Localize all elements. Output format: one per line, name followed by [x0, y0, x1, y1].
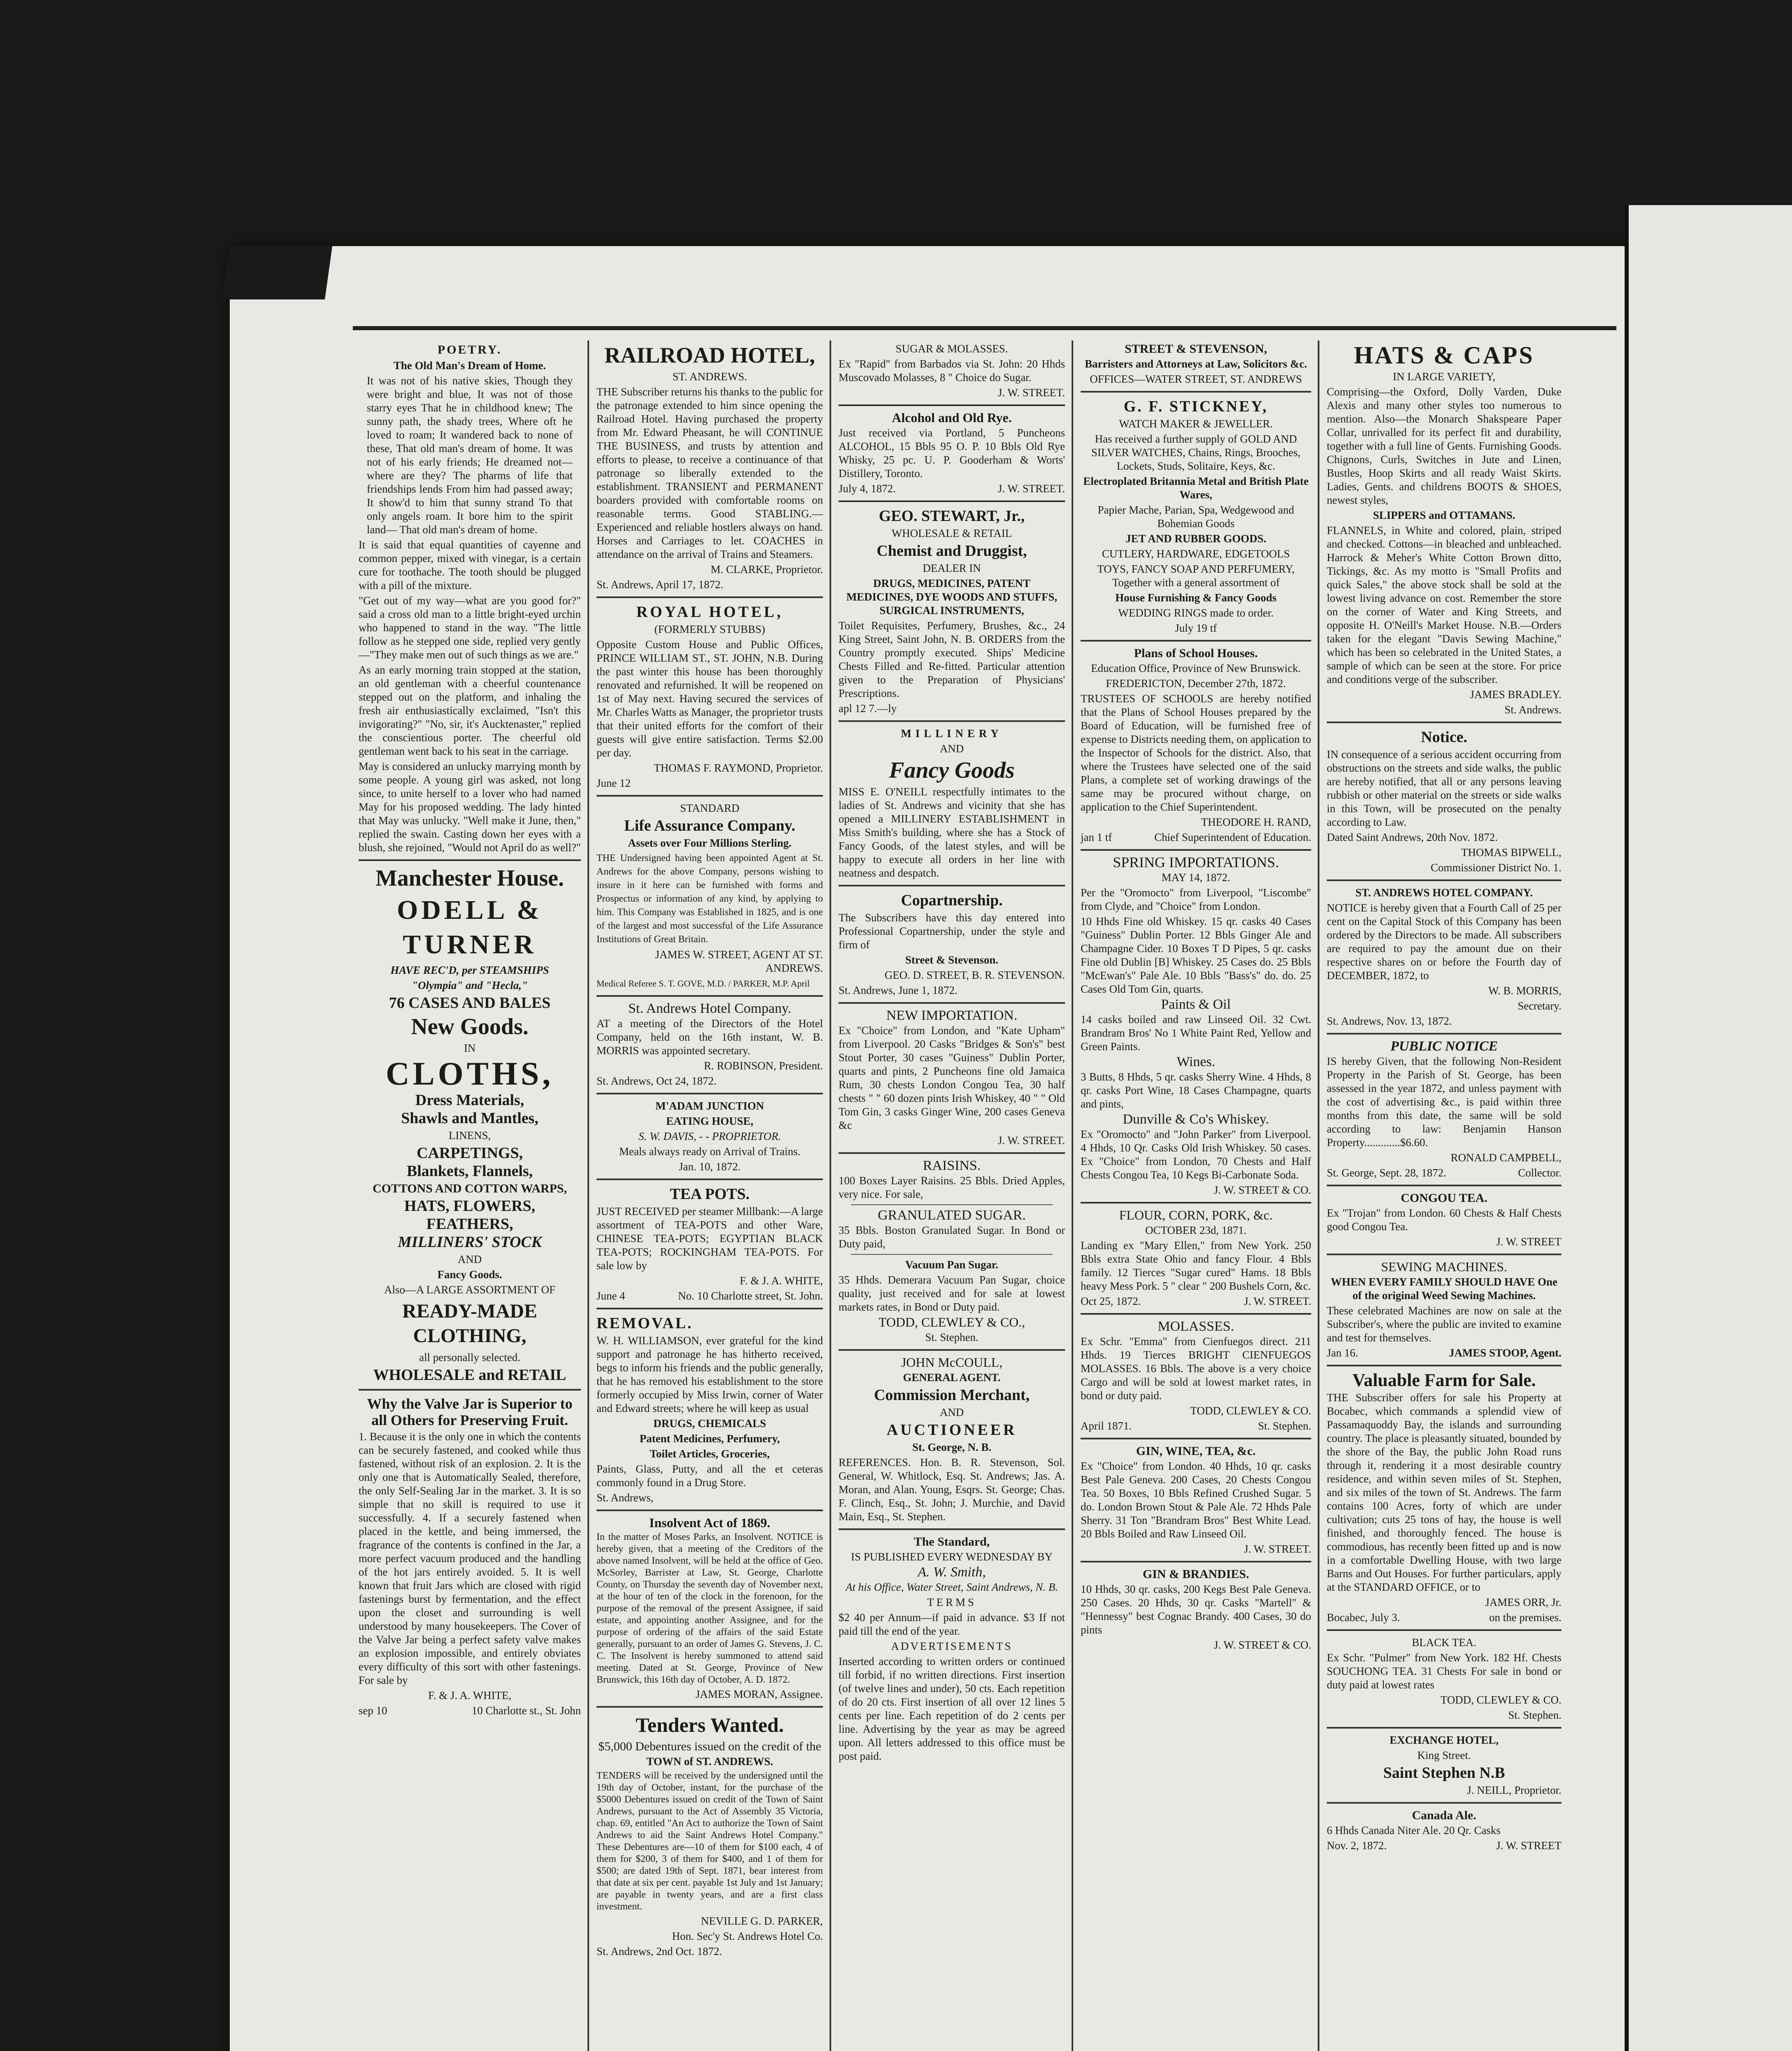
electroplated: Electroplated Britannia Metal and British Plate Wares,: [1083, 475, 1309, 501]
hats-caps-title: HATS & CAPS: [1354, 342, 1534, 369]
dress-materials: Dress Materials,: [415, 1092, 524, 1109]
blankets: Blankets, Flannels,: [407, 1163, 533, 1180]
congou-sign: J. W. STREET: [1496, 1236, 1561, 1248]
commission-and: AND: [939, 1406, 964, 1418]
cloths: CLOTHS,: [386, 1056, 554, 1092]
hotel-company-sec: Secretary.: [1518, 1000, 1561, 1012]
standard-head: STANDARD: [680, 802, 740, 814]
divider: [597, 795, 823, 797]
valve-seller: F. & J. A. WHITE,: [428, 1689, 512, 1702]
hotel-company-text: NOTICE is hereby given that a Fourth Call of 25 per cent on the Capital Stock of this Company has been ordered by the Directors to be made. All subscribers are required to pay the amount due on their respective shares on or before the Fourth day of DECEMBER, 1872, to: [1327, 902, 1561, 982]
address: 10 Charlotte st., St. John: [471, 1704, 581, 1717]
tenders-text: TENDERS will be received by the undersigned until the 19th day of October, instant, for the purchase of the $5000 Debentures issued on credit of the Town of Saint Andrews, pursuant to the Act of Assembly 35 Victoria, chap. 69, entitled "An Act to authorize the Town of Saint Andrews to aid the Saint Andrews Hotel Company." These Debentures are—10 of them for $100 each, 4 of them for $200, 3 of them for $400, and 1 of them for $500; are dated 19th of Sept. 1871, bear interest from that date at six per cent. payable 1st July and 1st January; are payable in twenty years, and are a first class investment.: [597, 1770, 823, 1912]
divider: [359, 859, 581, 861]
stickney-date: July 19 tf: [1175, 622, 1217, 634]
hotel-company-sign: W. B. MORRIS,: [1488, 984, 1561, 997]
paragraph: As an early morning train stopped at the station, an old gentleman with a cheerful countenance stepped out on the platform, and inhaling the fresh air enthusiastically exclaimed, "Isn't this invigorating?" "No, sir, it's Aucktenaster," replied the conscientious porter. The cheerful old gentleman went back to his seat in the carriage.: [359, 664, 581, 757]
medical-referee: [597, 977, 823, 990]
tea-pots-footer: [597, 1289, 823, 1303]
date: jan 1 tf: [1081, 831, 1112, 843]
notice-text: IN consequence of a serious accident occurring from obstructions on the streets and side walks, the public are hereby notified, that all or any persons leaving rubbish or other material on the streets or side walks in this Town, will be prosecuted on the penalty according to Law.: [1327, 748, 1561, 828]
copartnership-sign: GEO. D. STREET, B. R. STEVENSON.: [885, 969, 1065, 981]
gin-wine-title: GIN, WINE, TEA, &c.: [1136, 1444, 1256, 1458]
terms-text: $2 40 per Annum—if paid in advance. $3 If not paid till the end of the year.: [839, 1611, 1065, 1637]
millinery-text: MISS E. O'NEILL respectfully intimates to the ladies of St. Andrews and vicinity that she has opened a MILLINERY ESTABLISHMENT in Miss Smith's building, where she has a Stock of Fancy Goods, of the latest styles, and will be happy to execute all orders in her line with neatness and despatch.: [839, 786, 1065, 879]
public-notice-title: PUBLIC NOTICE: [1390, 1039, 1498, 1054]
date: sep 10: [359, 1704, 387, 1717]
alcohol-footer: [839, 482, 1065, 496]
dunville-title: Dunville & Co's Whiskey.: [1122, 1112, 1269, 1127]
new-importation-sign: J. W. STREET.: [998, 1134, 1065, 1147]
hotel-company-date: St. Andrews, Oct 24, 1872.: [597, 1075, 717, 1087]
flour-footer: [1081, 1295, 1311, 1308]
fancy-goods-title: Fancy Goods: [889, 758, 1015, 783]
valve-jar-text: 1. Because it is the only one in which the contents can be securely fastened, and cooked while thus fastened, without risk of an explosion. 2. It is the only one that is Automatically Sealed, therefore, the only Self-Sealing Jar in the market. 3. It is so simple that no skill is required to use it successfully. 4. If a securely fastened when placed in the kettle, and being immersed, the fragrance of the contents is confined in the Jar, a more perfect vacuum produced and the handling of the hot jars entirely avoided. 5. It is well known that fruit Jars which are closed with rigid fastenings burst by fermentation, and the effect upon the closet and surrounding is well understood by many housekeepers. The Cover of the Valve Jar being a perfect safety valve makes an explosion impossible, and entirely obviates every difficulty of this sort with other fastenings. For sale by: [359, 1430, 581, 1686]
spring-date: MAY 14, 1872.: [1161, 871, 1230, 884]
column-rule: [587, 340, 589, 2051]
mccoull-sub: GENERAL AGENT.: [903, 1371, 1001, 1384]
divider: [1327, 1254, 1561, 1255]
plans-footer: [1081, 831, 1311, 844]
title: Chief Superintendent of Education.: [1154, 831, 1311, 843]
barristers: Barristers and Attorneys at Law, Solicitors &c.: [1085, 358, 1307, 370]
slippers: SLIPPERS and OTTAMANS.: [1373, 509, 1515, 521]
geo-text: Toilet Requisites, Perfumery, Brushes, &c., 24 King Street, Saint John, N. B. ORDERS from the Country promptly executed. Ships' Medicine Chests Filled and Re-fitted. Particular attention given to the Preparation of Physicians' Prescriptions.: [839, 619, 1065, 699]
divider: [1327, 1629, 1561, 1631]
sign: JAMES STOOP, Agent.: [1449, 1347, 1561, 1359]
standard-title: The Standard,: [914, 1535, 990, 1549]
railroad-hotel-town: ST. ANDREWS.: [672, 370, 747, 383]
paints-title: Paints & Oil: [1161, 997, 1231, 1012]
geo-date: apl 12 7.—ly: [839, 702, 897, 715]
exchange-street: King Street.: [1417, 1749, 1471, 1761]
life-assurance: Life Assurance Company.: [624, 817, 795, 834]
molasses-text: Ex Schr. "Emma" from Cienfuegos direct. 211 Hhds. 19 Tierces BRIGHT CIENFUEGOS MOLASSES. 16 Bbls. The above is a very choice Cargo and will be sold at lowest market rates, in bond or duty paid.: [1081, 1335, 1311, 1402]
wedding-rings: WEDDING RINGS made to order.: [1118, 607, 1274, 619]
milliners-stock: MILLINERS' STOCK: [398, 1233, 542, 1251]
royal-hotel-title: ROYAL HOTEL,: [636, 603, 783, 621]
divider: [597, 995, 823, 997]
paragraph: It is said that equal quantities of cayenne and common pepper, mixed with vinegar, is a certain cure for toothache. The tooth should be plugged with a pill of the mixture.: [359, 539, 581, 592]
column-3: [833, 340, 1071, 2051]
notice-sign: THOMAS BIPWELL,: [1461, 846, 1561, 859]
geo-items: DRUGS, MEDICINES, PATENT MEDICINES, DYE WOODS AND STUFFS, SURGICAL INSTRUMENTS,: [846, 577, 1058, 617]
divider: [1327, 722, 1561, 723]
gin-brandies-sign: J. W. STREET & CO.: [1214, 1639, 1311, 1651]
hats-caps-town: St. Andrews.: [1504, 703, 1561, 716]
removal-items-3: Toilet Articles, Groceries,: [649, 1448, 770, 1460]
alcohol-title: Alcohol and Old Rye.: [891, 410, 1012, 425]
hotel-company-text: AT a meeting of the Directors of the Hotel Company, held on the 16th instant, W. B. MORRIS was appointed secretary.: [597, 1017, 823, 1057]
sugar-sign: J. W. STREET.: [998, 386, 1065, 399]
molasses-footer: [1081, 1419, 1311, 1433]
vacuum-title: Vacuum Pan Sugar.: [905, 1258, 999, 1271]
farm-text: THE Subscriber offers for sale his Property at Bocabec, which commands a splendid view of Passamaquoddy Bay, the islands and surrounding country. The place is pleasantly situated, bounded by the shore of the Bay, the public John Road runs through it, rendering it a most desirable country residence, and within seven miles of St. Stephen, and six miles of the town of St. Andrews. The farm contains 100 Acres, forty of which are under cultivation; cuts 25 tons of hay, the house is well finished, and thoroughly fenced. The house is commodious, has recently been fitted up and is now in a comfortable Dwelling House, with two large Barns and Out Houses. For further particulars, apply at the STANDARD OFFICE, or to: [1327, 1391, 1561, 1593]
divider: [839, 1528, 1065, 1530]
copartnership-date: St. Andrews, June 1, 1872.: [839, 984, 958, 996]
madam-proprietor: S. W. DAVIS, - - PROPRIETOR.: [638, 1130, 781, 1142]
tea-pots-sign: F. & J. A. WHITE,: [740, 1274, 823, 1287]
granulated-title: GRANULATED SUGAR.: [878, 1208, 1026, 1223]
farm-footer: [1327, 1611, 1561, 1624]
date: April 1871.: [1081, 1420, 1132, 1432]
column-5: [1321, 340, 1567, 2051]
tenders-sub: $5,000 Debentures issued on the credit of the: [598, 1740, 821, 1753]
millinery-title: MILLINERY: [901, 727, 1003, 740]
divider: [839, 1349, 1065, 1351]
cutlery: CUTLERY, HARDWARE, EDGETOOLS: [1102, 548, 1290, 560]
divider: [839, 404, 1065, 406]
adv-heading: ADVERTISEMENTS: [891, 1640, 1013, 1652]
notice-date: Dated Saint Andrews, 20th Nov. 1872.: [1327, 831, 1498, 843]
street-stevenson: STREET & STEVENSON,: [1125, 342, 1267, 356]
valve-date: [359, 1704, 581, 1718]
plans-text: TRUSTEES OF SCHOOLS are hereby notified that the Plans of School Houses prepared by the Board of Education, will be furnished free of expense to Districts needing them, on application to the Inspector of Schools for the district. Also, that where the Trustees have selected one of the said Plans, a complete set of working drawings of the same may be procured without charge, on application to the Chief Superintendent.: [1081, 692, 1311, 813]
railroad-hotel-date: St. Andrews, April 17, 1872.: [597, 578, 724, 591]
exchange-title: EXCHANGE HOTEL,: [1390, 1734, 1499, 1746]
town: St. Stephen.: [1258, 1420, 1311, 1432]
collector: Collector.: [1518, 1167, 1561, 1179]
congou-title: CONGOU TEA.: [1401, 1191, 1488, 1205]
new-goods: New Goods.: [411, 1014, 529, 1039]
copartnership-title: Copartnership.: [901, 892, 1003, 909]
gin-wine-text: Ex "Choice" from London. 40 Hhds, 10 qr. casks Best Pale Geneva. 200 Cases, 20 Chests Congou Tea. 50 Boxes, 10 Bbls Refined Crushed Sugar. 5 do. London Brown Stout & Pale Ale. 72 Hhds Pale Sherry. 31 Ton "Brandram Bros" Best White Lead. 20 Bbls Boiled and Raw Linseed Oil.: [1081, 1460, 1311, 1540]
divider: [1327, 1727, 1561, 1729]
public-notice-text: IS hereby Given, that the following Non-Resident Property in the Parish of St. George, has been assessed in the year 1872, and unless payment with the cost of advertising &c., is paid within three months from this date, the same will be sold according to law: Benjamin Hanson Property.............$6.60.: [1327, 1055, 1561, 1149]
sewing-head: WHEN EVERY FAMILY SHOULD HAVE One of the original Weed Sewing Machines.: [1330, 1276, 1558, 1302]
standard-published: IS PUBLISHED EVERY WEDNESDAY BY: [851, 1551, 1053, 1563]
divider: [1327, 1365, 1561, 1366]
insolvent-sign: JAMES MORAN, Assignee.: [695, 1688, 823, 1700]
black-tea-sign: TODD, CLEWLEY & CO.: [1440, 1694, 1561, 1706]
cases-count: 76 CASES AND BALES: [389, 994, 551, 1012]
removal-items-2: Patent Medicines, Perfumery,: [640, 1432, 780, 1445]
sugar-text: Ex "Rapid" from Barbados via St. John: 20 Hhds Muscovado Molasses, 8 " Choice do Sugar.: [839, 358, 1065, 384]
standard-office: At his Office, Water Street, Saint Andrews, N. B.: [846, 1581, 1058, 1593]
farm-title: Valuable Farm for Sale.: [1352, 1370, 1536, 1390]
stickney-trade: WATCH MAKER & JEWELLER.: [1119, 418, 1273, 430]
fancy-goods: Fancy Goods.: [437, 1268, 502, 1281]
raisins-text: 100 Boxes Layer Raisins. 25 Bbls. Dried Apples, very nice. For sale,: [839, 1174, 1065, 1200]
date: Oct 25, 1872.: [1081, 1295, 1141, 1307]
references: REFERENCES. Hon. B. R. Stevenson, Sol. General, W. Whitlock, Esq. St. Andrews; Jas. A. Moran, and Alan. Young, Esqrs. St. George; Chas. F. Clinch, Esq., St. John; J. Murchie, and David Main, Esq., St. Stephen.: [839, 1456, 1065, 1523]
paragraph: "Get out of my way—what are you good for?" said a cross old man to a little bright-eyed urchin who happened to stand in the way. "The little follow as he stepped one side, replied very gently—"They make men out of such things as we are.": [359, 594, 581, 661]
terms-heading: TERMS: [927, 1596, 977, 1608]
gin-brandies-text: 10 Hhds, 30 qr. casks, 200 Kegs Best Pale Geneva. 250 Cases. 20 Hhds, 30 qr. Casks "Martell" & "Hennessy" best Cognac Brandy. 400 Cases, 30 do pints: [1081, 1583, 1311, 1636]
insolvent-text: In the matter of Moses Parks, an Insolvent. NOTICE is hereby given, that a meeting of the Creditors of the above named Insolvent, will be held at the office of Geo. McSorley, Barrister at Law, St. George, Charlotte County, on Thursday the seventh day of November next, at the hour of ten of the clock in the forenoon, for the purpose of the removal of the present Assignee, if said estate, and appointing another Assignee, and for the purpose of ordering of the affairs of the said Estate generally, pursuant to an order of James G. Stevens, J. C. C. The Insolvent is hereby summoned to attend said meeting. Dated at St. George, Province of New Brunswick, this 16th day of October, A. D. 1872.: [597, 1532, 823, 1685]
black-tea-town: St. Stephen.: [1508, 1709, 1561, 1721]
granulated-text: 35 Bbls. Boston Granulated Sugar. In Bond or Duty paid,: [839, 1224, 1065, 1250]
spring-list: 10 Hhds Fine old Whiskey. 15 qr. casks 40 Cases "Guiness" Dublin Porter. 12 Bbls Ginger Ale and Champagne Cider. 10 Boxes T D Pipes, 5 qr. casks Fine old Dublin [B] Whiskey. 25 Cases do. 25 Bbls "McEwan's" Pale Ale. 10 Bbls "Bass's" do. do. 25 Cases Old Tom Gin, quarts.: [1081, 915, 1311, 995]
column-1: [353, 340, 587, 2051]
have-received: HAVE REC'D, per STEAMSHIPS: [390, 964, 549, 976]
sewing-title: SEWING MACHINES.: [1381, 1259, 1507, 1274]
date: St. George, Sept. 28, 1872.: [1327, 1167, 1447, 1179]
divider: [597, 1179, 823, 1180]
plans-title: Plans of School Houses.: [1134, 646, 1258, 660]
royal-hotel-date: June 12: [597, 777, 631, 789]
removal-text: W. H. WILLIAMSON, ever grateful for the kind support and patronage he has hitherto received, begs to inform his friends and the public generally, that he has removed his establishment to the store formerly occupied by Miss Irwin, corner of Water and Edward streets; where he will keep as usual: [597, 1334, 823, 1414]
sign: J. W. STREET: [1496, 1839, 1561, 1852]
farm-sign: JAMES ORR, Jr.: [1485, 1596, 1561, 1608]
royal-hotel-text: Opposite Custom House and Public Offices, PRINCE WILLIAM ST., ST. JOHN, N.B. During the past winter this house has been thoroughly renovated and refurnished. It will be reopened on 1st of May next. Having secured the services of Mr. Charles Watts as Manager, the proprietor trusts that their united efforts for the comfort of their guests will give entire satisfaction. Terms $2.00 per day.: [597, 638, 823, 759]
divider: [839, 1002, 1065, 1004]
town: Bocabec, July 3.: [1327, 1611, 1400, 1624]
st-george: St. George, N. B.: [912, 1441, 992, 1453]
royal-hotel-sub: (FORMERLY STUBBS): [654, 623, 766, 635]
divider: [359, 1389, 581, 1391]
removal-place: St. Andrews,: [597, 1491, 654, 1504]
assets: Assets over Four Millions Sterling.: [628, 837, 792, 849]
canada-ale-title: Canada Ale.: [1412, 1809, 1477, 1822]
divider: [839, 885, 1065, 886]
tea-pots-text: JUST RECEIVED per steamer Millbank:—A large assortment of TEA-POTS and other Ware, CHINESE TEA-POTS; EGYPTIAN BLACK TEA-POTS; ROCKINGHAM TEA-POTS. For sale low by: [597, 1205, 823, 1272]
valve-jar-title: Why the Valve Jar is Superior to all Others for Preserving Fruit.: [367, 1396, 573, 1428]
wines-text: 3 Butts, 8 Hhds, 5 qr. casks Sherry Wine. 4 Hhds, 8 qr. casks Port Wine, 18 Cases Champagne, quarts and pints,: [1081, 1071, 1311, 1110]
sign: J. W. STREET.: [1244, 1295, 1311, 1307]
railroad-hotel-sign: M. CLARKE, Proprietor.: [711, 563, 823, 576]
papier-mache: Papier Mache, Parian, Spa, Wedgewood and Bohemian Goods: [1097, 504, 1294, 530]
paints-text: 14 casks boiled and raw Linseed Oil. 32 Cwt. Brandram Bros' No 1 White Paint Red, Yellow and Green Paints.: [1081, 1013, 1311, 1053]
flour-date: OCTOBER 23d, 1871.: [1145, 1224, 1247, 1236]
date: July 4, 1872.: [839, 482, 896, 495]
insolvent-title: Insolvent Act of 1869.: [649, 1515, 770, 1530]
divider: [597, 1510, 823, 1511]
tenders-sign-2: Hon. Sec'y St. Andrews Hotel Co.: [672, 1930, 823, 1942]
todd-clewley: TODD, CLEWLEY & CO.,: [878, 1315, 1025, 1329]
black-tea-title: BLACK TEA.: [1412, 1636, 1477, 1649]
madam-junction: M'ADAM JUNCTION: [655, 1100, 764, 1112]
offices: OFFICES—WATER STREET, ST. ANDREWS: [1090, 373, 1302, 385]
ships: "Olympia" and "Hecla,": [411, 979, 528, 991]
railroad-hotel-text: THE Subscriber returns his thanks to the public for the patronage extended to him since opening the Railroad Hotel. Having purchased the property from Mr. Edward Pheasant, he will CONTINUE THE BUSINESS, and trusts by attention and efforts to please, to receive a continuance of that patronage so liberally extended to the establishment. TRANSIENT and PERMANENT boarders provided with comfortable rooms on reasonable terms. Good STABLING.—Experienced and reliable hostlers always on hand. Horses and Carriages to let. COACHES in attendance on the arrival of Trains and Steamers.: [597, 386, 823, 560]
removal-text-2: Paints, Glass, Putty, and all the et ceteras commonly found in a Drug Store.: [597, 1463, 823, 1489]
divider: [1081, 1313, 1311, 1315]
paragraph: May is considered an unlucky marrying month by some people. A young girl was asked, not long since, to unite herself to a lover who had named May for his proposed wedding. The lady hinted that May was unlucky. "Well make it June, then," replied the swain. Casting down her eyes with a blush, she rejoined, "Would not April do as well?": [359, 760, 581, 854]
hats-caps-sign: JAMES BRADLEY.: [1470, 688, 1561, 701]
divider: [839, 720, 1065, 722]
poem-title: The Old Man's Dream of Home.: [393, 359, 546, 372]
divider: [1327, 1802, 1561, 1804]
adv-text: Inserted according to written orders or continued till forbid, if no written directions. First insertion (of twelve lines and under), 50 cts. Each repetition of do 20 cts. First insertion of all over 12 lines 5 cents per line. Each repetition of do 2 cents per line. Advertising by the year as may be agreed upon. All letters addressed to this office must be post paid.: [839, 1655, 1065, 1762]
molasses-sign: TODD, CLEWLEY & CO.: [1190, 1405, 1311, 1417]
hats-caps-text-2: FLANNELS, in White and colored, plain, striped and checked. Cottons—in bleached and unbleached. Harrock & Meher's White Cotton Brown ditto, Tickings, &c. As my motto is "Small Profits and quick Sales," the above stock shall be sold at the lowest living advance on cost. Remember the store on the corner of Water and King Streets, and opposite H. O'Neill's Market House. N.B.—Orders taken for the elegant "Davis Sewing Machine," which has been so celebrated in the United States, a sample of which can be seen at the store. For price and conditions verge of the subscriber.: [1327, 524, 1561, 685]
spring-title: SPRING IMPORTATIONS.: [1113, 854, 1279, 870]
tenders-sign: NEVILLE G. D. PARKER,: [701, 1915, 823, 1927]
feathers: FEATHERS,: [426, 1215, 513, 1233]
plans-date: FREDERICTON, December 27th, 1872.: [1106, 677, 1286, 690]
divider: [839, 500, 1065, 502]
wines-title: Wines.: [1177, 1054, 1215, 1069]
dunville-text: Ex "Oromocto" and "John Parker" from Liverpool. 4 Hhds, 10 Qr. Casks Old Irish Whiskey. 50 cases. Ex "Choice" from London, 70 Chests and Half Chests Congou Tea, 10 Kegs Bi-Carbonate Soda.: [1081, 1128, 1311, 1181]
copartnership-firm: Street & Stevenson.: [905, 954, 999, 966]
todd-town: St. Stephen.: [925, 1331, 978, 1343]
adjacent-page: [1625, 205, 1792, 2051]
hotel-company-title: ST. ANDREWS HOTEL COMPANY.: [1355, 886, 1533, 899]
hats-caps-sub: IN LARGE VARIETY,: [1393, 370, 1495, 383]
copartnership-text: The Subscribers have this day entered into Professional Copartnership, under the style and firm of: [839, 911, 1065, 951]
congou-text: Ex "Trojan" from London. 60 Chests & Half Chests good Congou Tea.: [1327, 1207, 1561, 1233]
premises: on the premises.: [1489, 1611, 1561, 1624]
date: June 4: [597, 1290, 625, 1302]
referee: Medical Referee S. T. GOVE, M.D. / PARKER, M.P.: [597, 978, 789, 989]
date: April: [791, 978, 810, 989]
public-notice-sign: RONALD CAMPBELL,: [1450, 1151, 1561, 1164]
plans-sign: THEODORE H. RAND,: [1201, 816, 1311, 828]
column-4: [1075, 340, 1317, 2051]
geo-stewart-title: GEO. STEWART, Jr.,: [879, 507, 1025, 525]
life-sign: JAMES W. STREET, AGENT AT ST. ANDREWS.: [655, 948, 823, 974]
railroad-hotel-title: RAILROAD HOTEL,: [604, 343, 815, 368]
notice-sign-2: Commissioner District No. 1.: [1431, 861, 1561, 874]
vacuum-text: 35 Hhds. Demerara Vacuum Pan Sugar, choice quality, just received and for sale at lowest markets rates, in Bond or Duty paid.: [839, 1274, 1065, 1313]
divider: [597, 1308, 823, 1309]
madam-date: Jan. 10, 1872.: [679, 1160, 741, 1173]
life-text: THE Undersigned having been appointed Agent at St. Andrews for the above Company, persons wishing to insure in it here can be furnished with forms and Prospectus or information of any kind, by applying to him. This Company was Established in 1825, and is one of the largest and most successful of the Life Assurance Institutions of Great Britain.: [597, 853, 823, 945]
divider: [597, 1706, 823, 1708]
column-rule: [830, 340, 831, 2051]
firm-name: ODELL & TURNER: [397, 895, 543, 959]
alcohol-text: Just received via Portland, 5 Puncheons ALCOHOL, 15 Bbls 95 O. P. 10 Bbls Old Rye Whisky, 25 pc. U. P. Gooderham & Worts' Distillery, Toronto.: [839, 427, 1065, 480]
divider: [1081, 1438, 1311, 1439]
divider: [1327, 1185, 1561, 1186]
hats-caps-text: Comprising—the Oxford, Dolly Varden, Duke Alexis and many other styles too numerous to mention. Also—the Monarch Shakspeare Paper Collar, unrivalled for its perfect fit and durability, together with a full line of Gents. Furnishing Goods. Chignons, Curls, Switches in Jute and Linen, Bustles, Hoop Skirts and all ready Waist Skirts. Ladies, Gents. and childrens BOOTS & SHOES, newest styles,: [1327, 386, 1561, 506]
hats-flowers: HATS, FLOWERS,: [404, 1197, 535, 1215]
divider: [1081, 640, 1311, 642]
new-importation-title: NEW IMPORTATION.: [886, 1008, 1017, 1023]
stickney-text: Has received a further supply of GOLD AND SILVER WATCHES, Chains, Rings, Brooches, Lockets, Studs, Solitaire, Keys, &c.: [1091, 433, 1301, 472]
column-rule: [1318, 340, 1319, 2051]
linens: LINENS,: [448, 1129, 491, 1142]
carpetings: CARPETINGS,: [416, 1144, 523, 1162]
public-notice-footer: [1327, 1166, 1561, 1180]
exchange-prop: J. NEILL, Proprietor.: [1467, 1784, 1561, 1796]
divider: [1081, 391, 1311, 393]
mccoull-name: JOHN McCOULL,: [901, 1355, 1003, 1370]
gin-brandies-title: GIN & BRANDIES.: [1143, 1567, 1249, 1581]
top-rule: [353, 326, 1616, 330]
flour-title: FLOUR, CORN, PORK, &c.: [1119, 1208, 1273, 1222]
poetry-heading: POETRY.: [437, 343, 502, 356]
poem-text: It was not of his native skies, Though they were bright and blue, It was not of those starry eyes That he in childhood knew; The sunny path, the shady trees, Where oft he loved to roam; It wandered back to none of these, That old man's dream of home. It was not of his early friends; He dreamed not—where are they? The pharms of life that friendships lends From him had passed away; It show'd to him that sunny strand To that only angels roam. It bore him to the spirit land— That old man's dream of home.: [367, 375, 573, 536]
divider: [1327, 879, 1561, 881]
raisins-title: RAISINS.: [923, 1158, 981, 1173]
millinery-and: AND: [939, 742, 964, 755]
royal-hotel-sign: THOMAS F. RAYMOND, Proprietor.: [654, 762, 823, 774]
dealer-in: DEALER IN: [923, 562, 981, 574]
flour-text: Landing ex "Mary Ellen," from New York. 250 Bbls extra State Ohio and fancy Flour. 4 Bbls family. 12 Tierces "Sugar cured" Hams. 18 Bbls heavy Mess Pork. 5 " clear " 200 Bushels Corn, &c.: [1081, 1239, 1311, 1292]
stickney-name: G. F. STICKNEY,: [1124, 398, 1268, 415]
divider: [1081, 1561, 1311, 1562]
canada-ale-text: 6 Hhds Canada Niter Ale. 20 Qr. Casks: [1327, 1824, 1501, 1836]
and-label: AND: [457, 1253, 482, 1265]
house-furnishing: House Furnishing & Fancy Goods: [1115, 592, 1277, 604]
personally-selected: all personally selected.: [419, 1351, 521, 1364]
address: No. 10 Charlotte street, St. John.: [678, 1290, 823, 1302]
removal-items: DRUGS, CHEMICALS: [653, 1417, 766, 1430]
sewing-footer: [1327, 1346, 1561, 1360]
also-assortment: Also—A LARGE ASSORTMENT OF: [384, 1284, 555, 1296]
eating-house: EATING HOUSE,: [666, 1115, 754, 1127]
tenders-town: TOWN of ST. ANDREWS.: [646, 1755, 773, 1768]
tenders-date: St. Andrews, 2nd Oct. 1872.: [597, 1945, 722, 1957]
new-importation-text: Ex "Choice" from London, and "Kate Upham" from Liverpool. 20 Casks "Bridges & Son's" best Stout Porter, 30 cases "Guiness" Dublin Porter, quarts and pints, 2 Puncheons fine old Jamaica Rum, 30 chests London Congou Tea, 30 half chests " " 60 dozen pints Irish Whiskey, 40 " " Old Tom Gin, 3 casks Ginger Wine, 200 cases Geneva &c: [839, 1024, 1065, 1131]
removal-title: REMOVAL.: [597, 1315, 693, 1332]
hotel-company-title: St. Andrews Hotel Company.: [628, 1001, 791, 1016]
jet-rubber: JET AND RUBBER GOODS.: [1125, 532, 1266, 545]
madam-text: Meals always ready on Arrival of Trains.: [619, 1145, 800, 1158]
commission-merchant: Commission Merchant,: [874, 1386, 1030, 1404]
notice-title: Notice.: [1421, 729, 1467, 746]
tenders-title: Tenders Wanted.: [635, 1713, 784, 1736]
black-tea-text: Ex Schr. "Pulmer" from New York. 182 Hf. Chests SOUCHONG TEA. 31 Chests For sale in bond or duty paid at lowest rates: [1327, 1651, 1561, 1691]
hotel-company-date: St. Andrews, Nov. 13, 1872.: [1327, 1015, 1452, 1027]
date: Jan 16.: [1327, 1347, 1358, 1359]
canada-ale-footer: [1327, 1839, 1561, 1852]
divider: [1081, 849, 1311, 851]
spring-sign: J. W. STREET & CO.: [1214, 1184, 1311, 1196]
divider: [839, 1152, 1065, 1154]
standard-publisher: A. W. Smith,: [918, 1565, 986, 1580]
date: Nov. 2, 1872.: [1327, 1839, 1387, 1852]
toys: TOYS, FANCY SOAP AND PERFUMERY, Together with a general assortment of: [1097, 563, 1295, 589]
in-label: IN: [464, 1042, 476, 1054]
wholesale-retail: WHOLESALE and RETAIL: [373, 1366, 567, 1384]
column-rule: [1072, 340, 1073, 2051]
sugar-title: SUGAR & MOLASSES.: [896, 343, 1008, 355]
divider: [597, 596, 823, 598]
store-name: Manchester House.: [375, 866, 564, 891]
exchange-town: Saint Stephen N.B: [1383, 1764, 1505, 1781]
divider: [851, 1254, 1053, 1255]
ready-made-clothing: READY-MADE CLOTHING,: [402, 1300, 537, 1347]
molasses-title: MOLASSES.: [1157, 1319, 1234, 1334]
plans-sub: Education Office, Province of New Brunswick.: [1091, 662, 1301, 674]
geo-stewart-sub: WHOLESALE & RETAIL: [891, 527, 1012, 539]
cottons: COTTONS AND COTTON WARPS,: [373, 1182, 567, 1195]
spring-text: Per the "Oromocto" from Liverpool, "Liscombe" from Clyde, and "Choice" from London.: [1081, 886, 1311, 912]
divider: [1327, 1033, 1561, 1035]
sign: J. W. STREET.: [998, 482, 1065, 495]
divider: [1081, 1202, 1311, 1204]
tea-pots-title: TEA POTS.: [670, 1185, 750, 1203]
auctioneer: AUCTIONEER: [887, 1421, 1017, 1439]
gin-wine-sign: J. W. STREET.: [1244, 1543, 1311, 1555]
chemist-druggist: Chemist and Druggist,: [876, 542, 1027, 560]
column-2: [591, 340, 829, 2051]
hotel-company-sign: R. ROBINSON, President.: [704, 1060, 823, 1072]
divider: [851, 1204, 1053, 1205]
shawls: Shawls and Mantles,: [401, 1110, 539, 1127]
divider: [597, 1093, 823, 1094]
sewing-text: These celebrated Machines are now on sale at the Subscriber's, where the public are invited to examine and test for themselves.: [1327, 1304, 1561, 1344]
